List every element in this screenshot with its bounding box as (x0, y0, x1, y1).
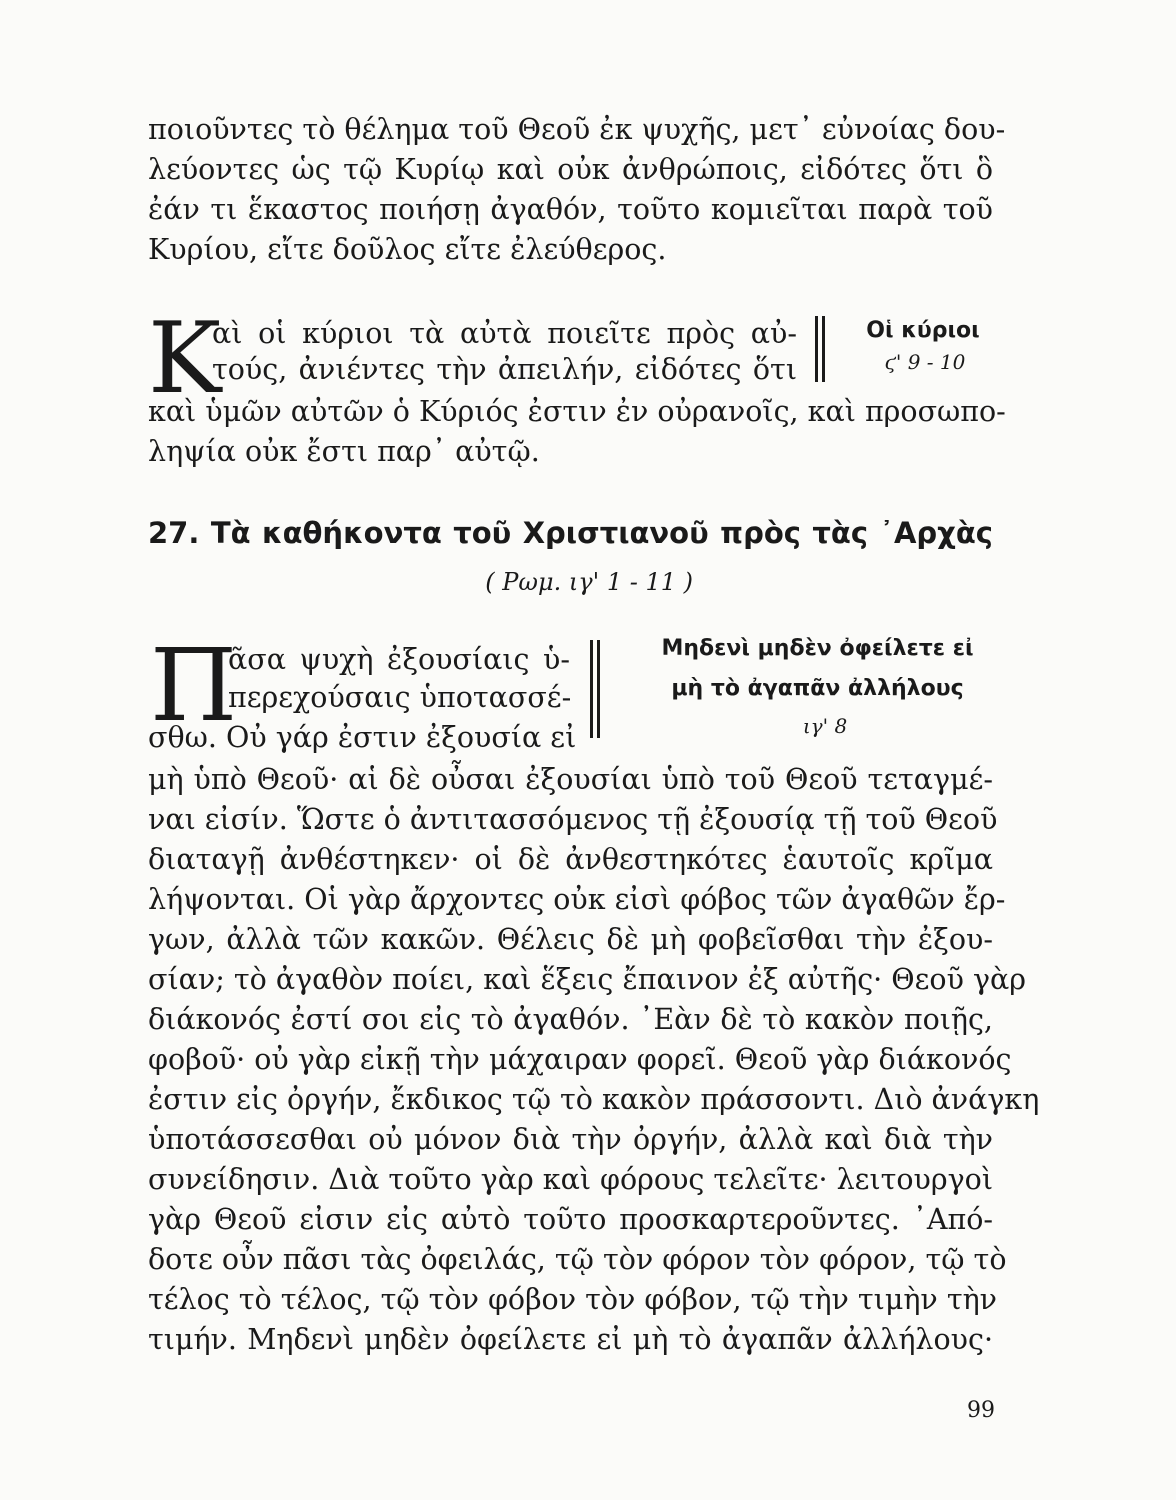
text-line: σίαν; τὸ ἀγαθὸν ποίει, καὶ ἕξεις ἔπαινον ἐξ αὐτῆς· Θεοῦ γὰρ (148, 963, 1027, 996)
margin-rule (815, 316, 825, 382)
text-line: μὴ ὑπὸ Θεοῦ· αἱ δὲ οὖσαι ἐξουσίαι ὑπὸ τοῦ Θεοῦ τεταγμέ- (148, 763, 993, 796)
text-line: συνείδησιν. Διὰ τοῦτο γὰρ καὶ φόρους τελεῖτε· λειτουργοὶ (148, 1163, 993, 1196)
margin-heading: Μηδενὶ μηδὲν ὀφείλετε εἰ (661, 636, 974, 661)
margin-heading: μὴ τὸ ἀγαπᾶν ἀλλήλους (671, 676, 964, 701)
text-line: ἐστιν εἰς ὀργήν, ἔκδικος τῷ τὸ κακὸν πράσσοντι. Διὸ ἀνάγκη (148, 1083, 1040, 1116)
text-line: τούς, ἀνιέντες τὴν ἀπειλήν, εἰδότες ὅτι (212, 353, 797, 386)
text-line: καὶ ὑμῶν αὐτῶν ὁ Κύριός ἐστιν ἐν οὐρανοῖς, καὶ προσωπο- (148, 395, 1006, 428)
text-line: σθω. Οὐ γάρ ἐστιν ἐξουσία εἰ (148, 721, 577, 754)
text-line: ποιοῦντες τὸ θέλημα τοῦ Θεοῦ ἐκ ψυχῆς, μετ᾽ εὐνοίας δου- (148, 113, 1006, 146)
margin-rule (590, 640, 600, 738)
text-line: λήψονται. Οἱ γὰρ ἄρχοντες οὐκ εἰσὶ φόβος τῶν ἀγαθῶν ἔρ- (148, 883, 1006, 916)
drop-cap: Κ (148, 302, 222, 416)
text-line: γὰρ Θεοῦ εἰσιν εἰς αὐτὸ τοῦτο προσκαρτεροῦντες. ᾿Από- (148, 1203, 993, 1236)
text-line: λεύοντες ὡς τῷ Κυρίῳ καὶ οὐκ ἀνθρώποις, εἰδότες ὅτι ὃ (148, 153, 993, 186)
text-line: διαταγῇ ἀνθέστηκεν· οἱ δὲ ἀνθεστηκότες ἑαυτοῖς κρῖμα (148, 843, 993, 876)
text-line: Κυρίου, εἴτε δοῦλος εἴτε ἐλεύθερος. (148, 233, 667, 266)
text-line: αὶ οἱ κύριοι τὰ αὐτὰ ποιεῖτε πρὸς αὐ- (212, 317, 797, 350)
text-line: ὑποτάσσεσθαι οὐ μόνον διὰ τὴν ὀργήν, ἀλλὰ καὶ διὰ τὴν (148, 1123, 993, 1156)
text-line: γων, ἀλλὰ τῶν κακῶν. Θέλεις δὲ μὴ φοβεῖσθαι τὴν ἐξου- (148, 923, 993, 956)
text-line: περεχούσαις ὑποτασσέ- (228, 681, 572, 714)
text-line: φοβοῦ· οὐ γὰρ εἰκῇ τὴν μάχαιραν φορεῖ. Θεοῦ γὰρ διάκονός (148, 1043, 1012, 1076)
drop-cap: Π (150, 627, 238, 744)
text-line: ναι εἰσίν. Ὥστε ὁ ἀντιτασσόμενος τῇ ἐξουσίᾳ τῇ τοῦ Θεοῦ (148, 803, 998, 836)
margin-reference: ιγ' 8 (802, 714, 848, 738)
margin-reference: ϛ' 9 - 10 (884, 350, 966, 374)
page-number: 99 (967, 1398, 995, 1423)
text-line: δοτε οὖν πᾶσι τὰς ὀφειλάς, τῷ τὸν φόρον τὸν φόρον, τῷ τὸ (148, 1243, 1007, 1276)
text-line: τιμήν. Μηδενὶ μηδὲν ὀφείλετε εἰ μὴ τὸ ἀγαπᾶν ἀλλήλους· (148, 1323, 993, 1356)
section-reference: ( Ρωμ. ιγ' 1 - 11 ) (485, 568, 693, 596)
text-line: ληψία οὐκ ἔστι παρ᾽ αὐτῷ. (148, 435, 540, 468)
section-heading: 27. Τὰ καθήκοντα τοῦ Χριστιανοῦ πρὸς τὰς ᾿Αρχὰς (148, 516, 993, 550)
text-line: διάκονός ἐστί σοι εἰς τὸ ἀγαθόν. ᾿Εὰν δὲ τὸ κακὸν ποιῇς, (148, 1003, 993, 1036)
text-line: τέλος τὸ τέλος, τῷ τὸν φόβον τὸν φόβον, τῷ τὴν τιμὴν τὴν (148, 1283, 997, 1316)
text-line: ᾶσα ψυχὴ ἐξουσίαις ὑ- (228, 643, 570, 676)
text-line: ἐάν τι ἕκαστος ποιήσῃ ἀγαθόν, τοῦτο κομιεῖται παρὰ τοῦ (148, 193, 993, 226)
margin-heading: Οἱ κύριοι (866, 318, 980, 343)
